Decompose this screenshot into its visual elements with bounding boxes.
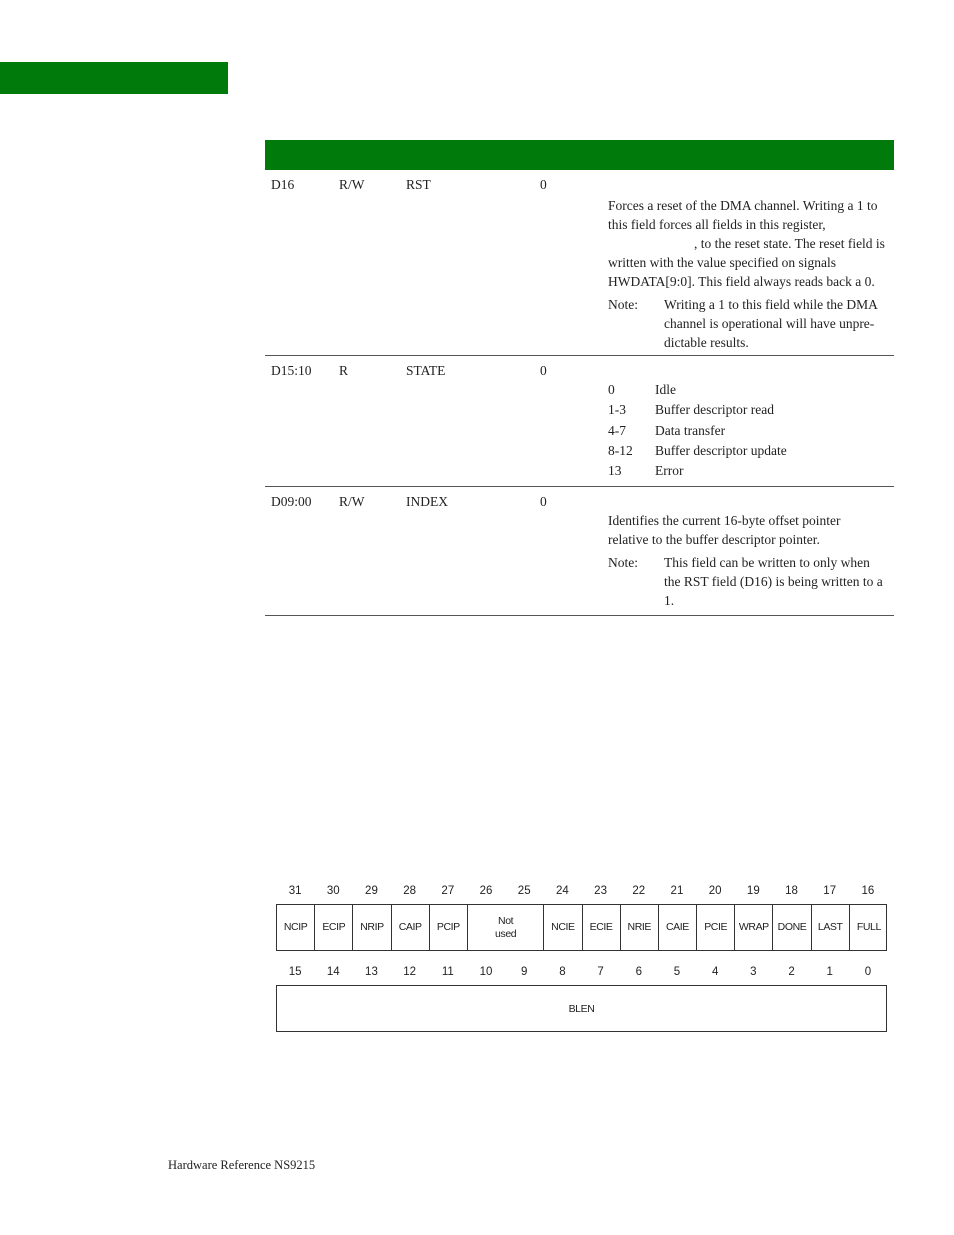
bit-number: 15 <box>288 966 302 978</box>
bit-number: 4 <box>711 966 719 978</box>
bit-number: 16 <box>861 885 875 897</box>
state-value: 13 <box>608 463 622 479</box>
state-list <box>608 380 892 481</box>
note <box>608 295 892 352</box>
bit-number: 19 <box>746 885 760 897</box>
lower-bit-fields <box>276 985 887 1032</box>
bits-cell: D15:10 <box>271 363 312 378</box>
state-item <box>608 400 892 420</box>
bit-number: 14 <box>326 966 340 978</box>
bit-number: 11 <box>441 966 454 978</box>
table-row <box>265 487 894 616</box>
bit-field-last: LAST <box>812 905 850 950</box>
bit-number: 8 <box>559 966 566 978</box>
bit-field-ecie: ECIE <box>583 905 621 950</box>
bit-number: 5 <box>673 966 681 978</box>
chapter-tab <box>0 62 228 94</box>
upper-bit-fields <box>276 904 887 951</box>
state-label: Data transfer <box>655 422 726 438</box>
state-label: Buffer descriptor update <box>655 442 787 458</box>
register-bitmap <box>276 885 887 1032</box>
state-item <box>608 441 892 461</box>
bit-field-caie: CAIE <box>659 905 697 950</box>
access-cell: R/W <box>339 494 365 509</box>
bit-number: 20 <box>708 885 722 897</box>
bit-field-nrip: NRIP <box>353 905 391 950</box>
reset-cell: 0 <box>540 363 547 378</box>
bit-number: 24 <box>555 885 569 897</box>
bit-number: 0 <box>864 966 872 978</box>
bit-field-done: DONE <box>773 905 811 950</box>
bits-cell: D09:00 <box>271 494 312 509</box>
state-item <box>608 380 892 400</box>
state-value: 4-7 <box>608 422 626 438</box>
bit-number: 1 <box>826 966 833 978</box>
bit-field-ecip: ECIP <box>315 905 353 950</box>
reset-cell: 0 <box>540 494 547 509</box>
bit-number: 18 <box>785 885 798 897</box>
description-line: Identifies the current 16-byte offset pointer <box>608 513 841 528</box>
bit-number: 21 <box>670 885 684 897</box>
mnemonic-cell: RST <box>406 177 431 192</box>
state-value: 0 <box>608 382 615 397</box>
reset-cell: 0 <box>540 177 547 192</box>
bit-field-full: FULL <box>856 921 881 933</box>
lower-bit-numbers <box>276 966 887 985</box>
state-item <box>608 421 892 441</box>
bit-number: 17 <box>823 885 837 897</box>
bit-number: 6 <box>635 966 642 978</box>
bit-number: 13 <box>365 966 378 978</box>
access-cell: R/W <box>339 177 365 192</box>
upper-bit-numbers <box>276 885 887 904</box>
bit-field-nrie: NRIE <box>621 905 659 950</box>
bits-cell: D16 <box>271 177 295 192</box>
bit-field-ncie: NCIE <box>544 905 582 950</box>
note-line: dictable results. <box>664 335 749 350</box>
bit-number: 26 <box>479 885 493 897</box>
bit-field-caip: CAIP <box>392 905 430 950</box>
description-line: Forces a reset of the DMA channel. Writing a 1 to <box>608 198 878 213</box>
table-row <box>265 170 894 356</box>
state-value: 8-12 <box>608 442 633 458</box>
description-line: , to the reset state. The reset field is <box>694 236 885 251</box>
page-footer: Hardware Reference NS9215 <box>168 1158 316 1172</box>
bit-number: 12 <box>403 966 417 978</box>
mnemonic-cell: STATE <box>406 363 446 378</box>
description-line: this field forces all fields in this register, <box>608 217 826 232</box>
bit-number: 31 <box>288 885 302 897</box>
bit-number: 10 <box>479 966 493 978</box>
bit-number: 25 <box>517 885 531 897</box>
mnemonic-cell: INDEX <box>406 494 448 509</box>
description-line: written with the value specified on signals <box>608 255 836 270</box>
blen-field: BLEN <box>568 1002 595 1015</box>
bit-number: 2 <box>788 966 795 978</box>
bit-number: 29 <box>365 885 378 897</box>
bit-field-pcip: PCIP <box>430 905 468 950</box>
bit-number: 9 <box>521 966 528 978</box>
bit-number: 27 <box>441 885 455 897</box>
bit-field-ncip: NCIP <box>277 905 315 950</box>
note-label: Note: <box>608 555 638 570</box>
note-line: Writing a 1 to this field while the DMA <box>664 297 878 312</box>
state-label: Idle <box>655 382 676 397</box>
state-value: 1-3 <box>608 402 626 418</box>
state-label: Error <box>655 463 684 479</box>
bit-number: 3 <box>750 966 757 978</box>
note-line: the RST field (D16) is being written to a <box>664 574 883 589</box>
bit-number: 22 <box>632 885 646 897</box>
bit-field-pcie: PCIE <box>697 905 735 950</box>
bit-number: 28 <box>403 885 417 897</box>
table-row <box>265 356 894 487</box>
register-table <box>265 140 894 616</box>
description-cell <box>608 511 892 610</box>
note-line: channel is operational will have unpre- <box>664 316 875 331</box>
bit-number: 7 <box>597 966 604 978</box>
bit-field-not-used: Not used <box>468 905 544 950</box>
note-label: Note: <box>608 297 638 312</box>
bit-number: 30 <box>326 885 340 897</box>
state-item <box>608 461 892 481</box>
state-label: Buffer descriptor read <box>655 402 774 418</box>
table-header-bar <box>265 140 894 170</box>
note-line: 1. <box>664 593 675 608</box>
description-cell <box>608 196 892 352</box>
description-line: HWDATA[9:0]. This field always reads back a 0. <box>608 274 875 289</box>
note <box>608 553 892 610</box>
bit-field-wrap: WRAP <box>735 905 773 950</box>
bit-number: 23 <box>594 885 607 897</box>
note-line: This field can be written to only when <box>664 555 870 570</box>
access-cell: R <box>339 363 349 378</box>
description-line: relative to the buffer descriptor pointer. <box>608 532 820 547</box>
